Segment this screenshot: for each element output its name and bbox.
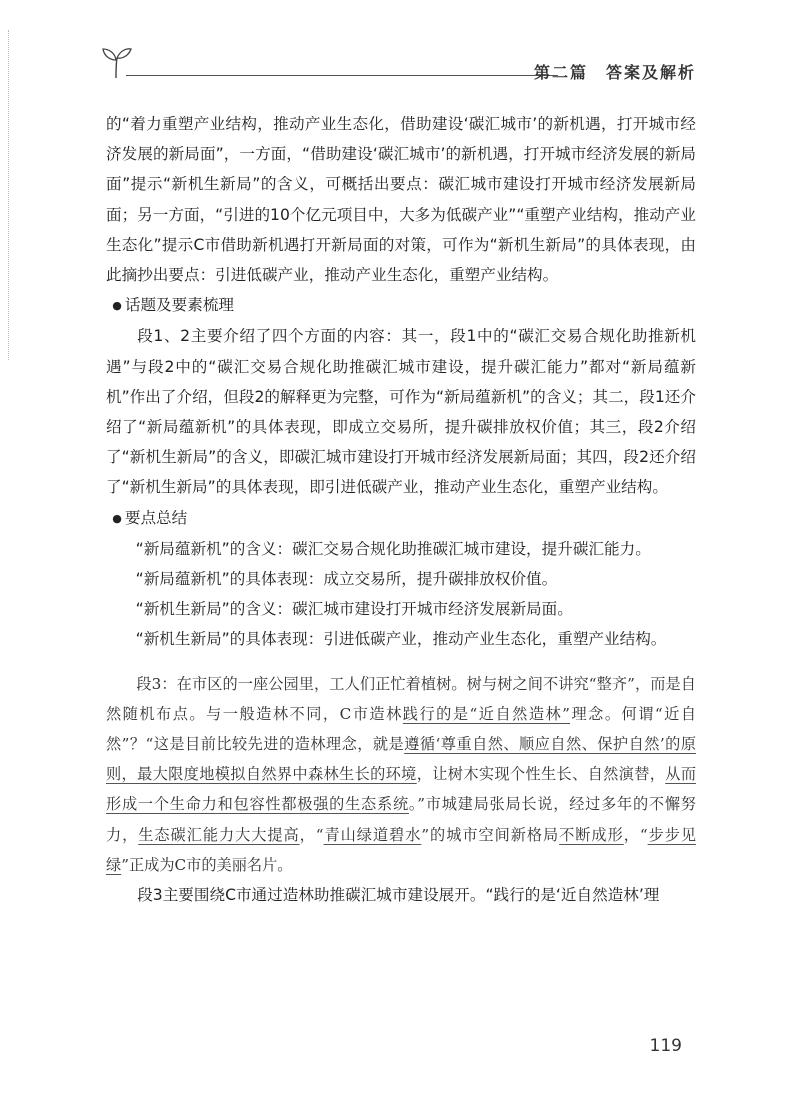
underlined-phrase: 不断成形 [559,825,624,844]
summary-line: “新机生新局”的具体表现：引进低碳产业，推动产业生态化，重塑产业结构。 [135,630,667,649]
summary-line: “新局蕴新机”的含义：碳汇交易合规化助推碳汇城市建设，提升碳汇能力。 [135,539,651,558]
analysis-paragraph: 段3主要围绕C市通过造林助推碳汇城市建设展开。“践行的是‘近自然造林’理 [137,886,660,905]
page-number: 119 [649,1036,682,1056]
bullet-dot-icon: ● [112,511,122,525]
page-header [100,44,696,84]
paragraph-continued: 的“着力重塑产业结构，推动产业生态化，借助建设‘碳汇城市’的新机遇，打开城市经济发展的新局面”，一方面，“借助建设‘碳汇城市’的新机遇，打开城市经济发展的新局面”提示“新机生新局”的含义，可概括出要点：碳汇城市建设打开城市经济发展新局面；另一方面，“引进的10个亿元项目中，大多为低碳产业”“重塑产业结构，推动产业生态化”提示C市借助新机遇打开新局面的对策，可作为“新机生新局”的具体表现，由此摘抄出要点：引进低碳产业，推动产业生态化，重塑产业结构。 [106,115,696,285]
summary-heading: ● 要点总结 [112,508,188,527]
underlined-phrase: 从而形成一个生命力和包容性都极强的生态系统 [106,765,697,814]
summary-list [106,534,696,655]
underlined-phrase: 生态碳汇能力大大提高 [138,825,300,844]
page-body [106,109,696,910]
underlined-phrase: 践行的是“近自然造林” [402,704,570,723]
section-label: 第二篇 答案及解析 [533,63,696,82]
header-rule [126,75,558,76]
topic-paragraph: 段1、2主要介绍了四个方面的内容：其一，段1中的“碳汇交易合规化助推新机遇”与段2中的“碳汇交易合规化助推碳汇城市建设，提升碳汇能力”都对“新局蕴新机”作出了介绍，但段2的解释更为完整，可作为“新局蕴新机”的含义；其二，段1还介绍了“新局蕴新机”的具体表现，即成立交易所，提升碳排放权价值；其三，段2介绍了“新机生新局”的含义，即碳汇城市建设打开城市经济发展新局面；其四，段2还介绍了“新机生新局”的具体表现，即引进低碳产业，推动产业生态化，重塑产业结构。 [106,327,696,497]
topic-heading: ● 话题及要素梳理 [112,296,235,315]
underlined-phrase: 步步见绿 [106,825,697,874]
underlined-phrase: 青山绿道碧水 [323,825,422,844]
binding-edge [8,30,13,360]
underlined-phrase: 遵循‘尊重自然、顺应自然、保护自然’的原则，最大限度地模拟自然界中森林生长的环境 [106,735,697,784]
summary-line: “新机生新局”的含义：碳汇城市建设打开城市经济发展新局面。 [135,600,573,619]
summary-line: “新局蕴新机”的具体表现：成立交易所，提升碳排放权价值。 [135,570,558,589]
source-excerpt: 段3：在市区的一座公园里，工人们正忙着植树。树与树之间不讲究“整齐”，而是自然随机布点。与一般造林不同，C市造林践行的是“近自然造林”理念。何谓“近自然”？“这是目前比较先进的造林理念，就是遵循‘尊重自然、顺应自然、保护自然’的原则，最大限度地模拟自然界中森林生长的环境，让树木实现个性生长、自然演替，从而形成一个生命力和包容性都极强的生态系统。”市城建局张局长说，经过多年的不懈努力，生态碳汇能力大大提高，“青山绿道碧水”的城市空间新格局不断成形，“步步见绿”正成为C市的美丽名片。 [106,674,697,874]
bullet-dot-icon: ● [112,299,122,313]
